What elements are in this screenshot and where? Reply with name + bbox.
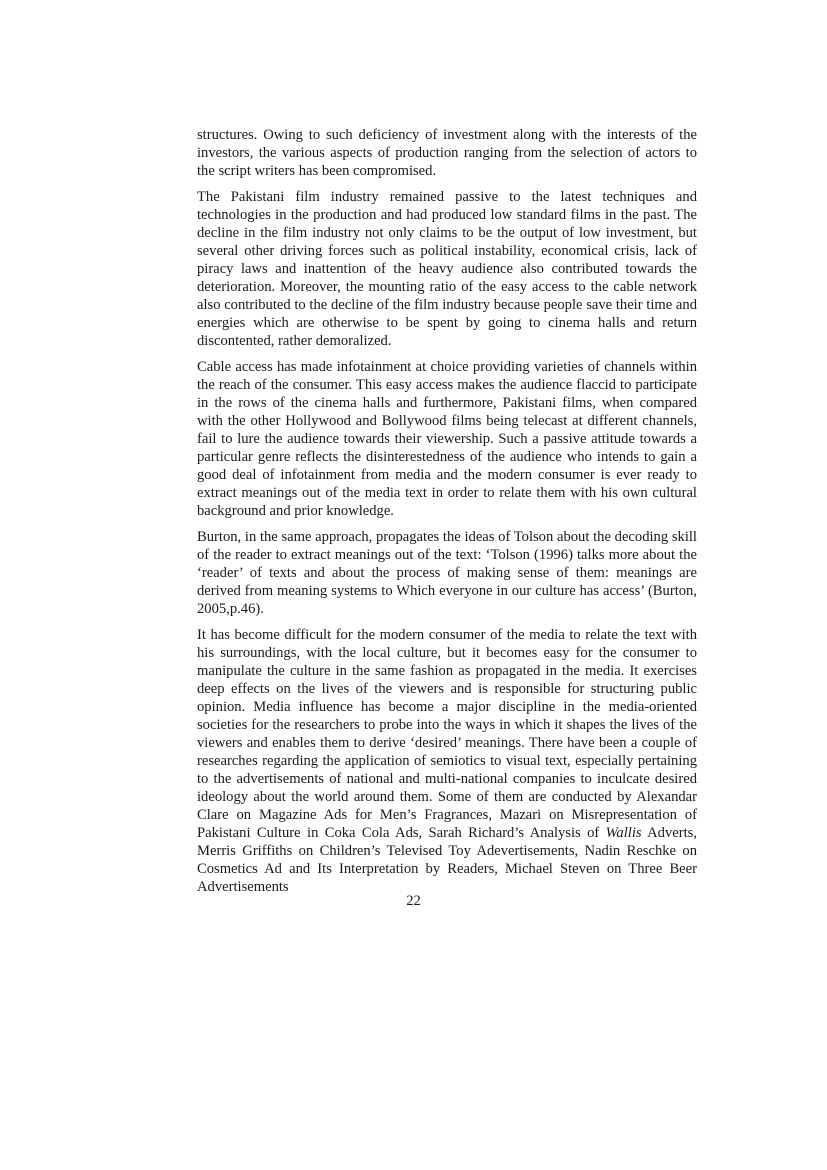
- paragraph-5: [197, 626, 697, 896]
- paragraph-4: Burton, in the same approach, propagates the ideas of Tolson about the decoding skill of the reader to extract meanings out of the text: ‘Tolson (1996) talks more about the ‘reader’ of texts and about the process of making sense of them: meanings are derived from meaning systems to Which everyone in our culture has access’ (Burton, 2005,p.46).: [197, 529, 697, 617]
- paragraph-3: Cable access has made infotainment at choice providing varieties of channels within the reach of the consumer. This easy access makes the audience flaccid to participate in the rows of the cinema halls and furthermore, Pakistani films, when compared with the other Hollywood and Bollywood films being telecast at different channels, fail to lure the audience towards their viewership. Such a passive attitude towards a particular genre reflects the disinterestedness of the audience who intends to gain a good deal of infotainment from media and the modern consumer is ever ready to extract meanings out of the media text in order to relate them with his own cultural background and prior knowledge.: [197, 359, 697, 519]
- page-number: 22: [406, 893, 421, 909]
- paragraph-5-text-start: It has become difficult for the modern consumer of the media to relate the text with his surroundings, with the local culture, but it becomes easy for the consumer to manipulate the culture in the same fashion as propagated in the media. It exercises deep effects on the lives of the viewers and is responsible for structuring public opinion. Media influence has become a major discipline in the media-oriented societies for the researchers to probe into the ways in which it shapes the lives of the viewers and enables them to derive ‘desired’ meanings. There have been a couple of researches regarding the application of semiotics to visual text, especially pertaining to the advertisements of national and multi-national companies to inculcate desired ideology about the world around them. Some of them are conducted by Alexandar Clare on Magazine Ads for Men’s Fragrances, Mazari on Misrepresentation of Pakistani Culture in Coka Cola Ads, Sarah Richard’s Analysis of: [197, 627, 697, 841]
- paragraph-5-text-end: Adverts, Merris Griffiths on Children’s Televised Toy Adevertisements, Nadin Reschke on Cosmetics Ad and Its Interpretation by Readers, Michael Steven on Three Beer Advertisements: [197, 825, 697, 895]
- italic-title-wallis: Wallis: [605, 825, 642, 841]
- body-text: [197, 126, 697, 904]
- paragraph-1: structures. Owing to such deficiency of investment along with the interests of the investors, the various aspects of production ranging from the selection of actors to the script writers has been compromised.: [197, 127, 697, 179]
- paragraph-2: The Pakistani film industry remained passive to the latest techniques and technologies in the production and had produced low standard films in the past. The decline in the film industry not only claims to be the output of low investment, but several other driving forces such as political instability, economical crisis, lack of piracy laws and inattention of the heavy audience also contributed towards the deterioration. Moreover, the mounting ratio of the easy access to the cable network also contributed to the decline of the film industry because people save their time and energies which are otherwise to be spent by going to cinema halls and return discontented, rather demoralized.: [197, 189, 697, 349]
